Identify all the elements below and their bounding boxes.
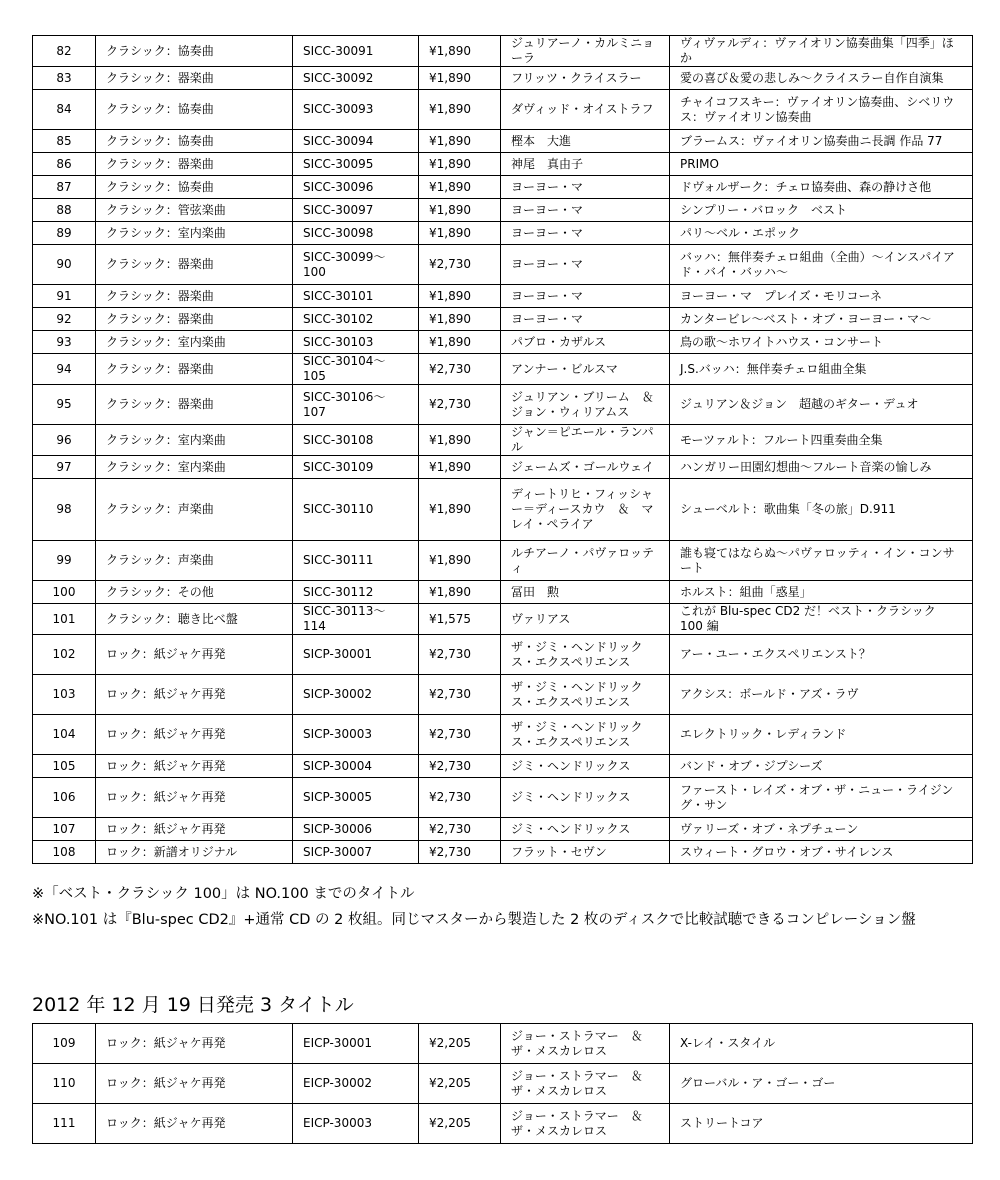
artist-cell: ヨーヨー・マ: [501, 199, 670, 222]
artist-cell: パブロ・カザルス: [501, 331, 670, 354]
price-cell: ¥2,730: [419, 841, 501, 864]
title-cell: エレクトリック・レディランド: [670, 715, 973, 755]
row-number: 89: [33, 222, 96, 245]
row-number: 111: [33, 1104, 96, 1144]
table-row: [33, 199, 973, 222]
price-cell: ¥1,890: [419, 308, 501, 331]
artist-cell: ディートリヒ・フィッシャー＝ディースカウ ＆ マレイ・ペライア: [501, 479, 670, 541]
table-row: [33, 90, 973, 130]
catalog-code: SICP-30001: [293, 635, 419, 675]
row-number: 84: [33, 90, 96, 130]
artist-cell: アンナー・ビルスマ: [501, 354, 670, 385]
table-row: [33, 778, 973, 818]
price-cell: ¥2,730: [419, 245, 501, 285]
table-row: [33, 818, 973, 841]
genre-cell: ロック：紙ジャケ再発: [96, 675, 293, 715]
title-cell: モーツァルト：フルート四重奏曲全集: [670, 425, 973, 456]
title-cell: バッハ：無伴奏チェロ組曲（全曲）～インスパイアド・バイ・バッハ～: [670, 245, 973, 285]
table-row: [33, 715, 973, 755]
title-cell: グローバル・ア・ゴー・ゴー: [670, 1064, 973, 1104]
title-cell: ヴィヴァルディ：ヴァイオリン協奏曲集「四季」ほか: [670, 36, 973, 67]
price-cell: ¥2,730: [419, 778, 501, 818]
price-cell: ¥2,730: [419, 354, 501, 385]
genre-cell: ロック：紙ジャケ再発: [96, 755, 293, 778]
artist-cell: フリッツ・クライスラー: [501, 67, 670, 90]
price-cell: ¥2,730: [419, 635, 501, 675]
artist-cell: ジョー・ストラマー ＆ ザ・メスカレロス: [501, 1024, 670, 1064]
catalog-code: SICC-30101: [293, 285, 419, 308]
artist-cell: ヨーヨー・マ: [501, 222, 670, 245]
price-cell: ¥1,890: [419, 153, 501, 176]
catalog-code: SICP-30007: [293, 841, 419, 864]
artist-cell: ヨーヨー・マ: [501, 285, 670, 308]
row-number: 102: [33, 635, 96, 675]
row-number: 108: [33, 841, 96, 864]
table-row: [33, 130, 973, 153]
row-number: 109: [33, 1024, 96, 1064]
title-cell: ファースト・レイズ・オブ・ザ・ニュー・ライジング・サン: [670, 778, 973, 818]
catalog-code: SICC-30109: [293, 456, 419, 479]
genre-cell: クラシック：協奏曲: [96, 176, 293, 199]
genre-cell: クラシック：室内楽曲: [96, 331, 293, 354]
table-row: [33, 1064, 973, 1104]
table-row: [33, 425, 973, 456]
title-cell: X-レイ・スタイル: [670, 1024, 973, 1064]
genre-cell: ロック：新譜オリジナル: [96, 841, 293, 864]
catalog-code: SICP-30005: [293, 778, 419, 818]
price-cell: ¥1,890: [419, 581, 501, 604]
genre-cell: ロック：紙ジャケ再発: [96, 818, 293, 841]
price-cell: ¥2,205: [419, 1064, 501, 1104]
price-cell: ¥1,890: [419, 90, 501, 130]
price-cell: ¥1,890: [419, 222, 501, 245]
catalog-code: EICP-30002: [293, 1064, 419, 1104]
price-cell: ¥2,730: [419, 755, 501, 778]
artist-cell: ヨーヨー・マ: [501, 308, 670, 331]
artist-cell: ルチアーノ・パヴァロッティ: [501, 541, 670, 581]
artist-cell: ヨーヨー・マ: [501, 176, 670, 199]
section-heading: 2012 年 12 月 19 日発売 3 タイトル: [32, 994, 354, 1016]
table-row: [33, 36, 973, 67]
catalog-code: SICC-30098: [293, 222, 419, 245]
price-cell: ¥1,890: [419, 456, 501, 479]
catalog-code: SICC-30106～107: [293, 385, 419, 425]
artist-cell: ジミ・ヘンドリックス: [501, 755, 670, 778]
artist-cell: フラット・セヴン: [501, 841, 670, 864]
title-cell: ヨーヨー・マ プレイズ・モリコーネ: [670, 285, 973, 308]
genre-cell: ロック：紙ジャケ再発: [96, 1104, 293, 1144]
release-table: [32, 35, 973, 864]
genre-cell: クラシック：室内楽曲: [96, 425, 293, 456]
price-cell: ¥2,730: [419, 715, 501, 755]
price-cell: ¥1,890: [419, 67, 501, 90]
row-number: 92: [33, 308, 96, 331]
artist-cell: ジミ・ヘンドリックス: [501, 818, 670, 841]
price-cell: ¥1,890: [419, 176, 501, 199]
title-cell: 愛の喜び＆愛の悲しみ～クライスラー自作自演集: [670, 67, 973, 90]
artist-cell: ジェームズ・ゴールウェイ: [501, 456, 670, 479]
title-cell: ストリートコア: [670, 1104, 973, 1144]
table-row: [33, 176, 973, 199]
title-cell: スウィート・グロウ・オブ・サイレンス: [670, 841, 973, 864]
row-number: 103: [33, 675, 96, 715]
row-number: 90: [33, 245, 96, 285]
title-cell: カンタービレ～ベスト・オブ・ヨーヨー・マ～: [670, 308, 973, 331]
table-row: [33, 222, 973, 245]
table-row: [33, 541, 973, 581]
title-cell: ヴァリーズ・オブ・ネプチューン: [670, 818, 973, 841]
title-cell: ドヴォルザーク：チェロ協奏曲、森の静けさ他: [670, 176, 973, 199]
genre-cell: クラシック：器楽曲: [96, 285, 293, 308]
row-number: 87: [33, 176, 96, 199]
catalog-code: SICC-30097: [293, 199, 419, 222]
artist-cell: ザ・ジミ・ヘンドリックス・エクスペリエンス: [501, 715, 670, 755]
price-cell: ¥2,730: [419, 675, 501, 715]
title-cell: チャイコフスキー：ヴァイオリン協奏曲、シベリウス：ヴァイオリン協奏曲: [670, 90, 973, 130]
row-number: 99: [33, 541, 96, 581]
row-number: 98: [33, 479, 96, 541]
genre-cell: クラシック：器楽曲: [96, 308, 293, 331]
title-cell: アー・ユー・エクスペリエンスト？: [670, 635, 973, 675]
row-number: 110: [33, 1064, 96, 1104]
artist-cell: ジョー・ストラマー ＆ ザ・メスカレロス: [501, 1064, 670, 1104]
genre-cell: クラシック：管弦楽曲: [96, 199, 293, 222]
catalog-code: EICP-30001: [293, 1024, 419, 1064]
catalog-code: SICC-30103: [293, 331, 419, 354]
genre-cell: クラシック：器楽曲: [96, 245, 293, 285]
row-number: 88: [33, 199, 96, 222]
genre-cell: クラシック：声楽曲: [96, 479, 293, 541]
table-row: [33, 635, 973, 675]
catalog-code: SICC-30099～100: [293, 245, 419, 285]
footnote-blu-spec: ※NO.101 は『Blu-spec CD2』+通常 CD の 2 枚組。同じマスターから製造した 2 枚のディスクで比較試聴できるコンピレーション盤: [32, 912, 916, 928]
catalog-code: SICC-30096: [293, 176, 419, 199]
price-cell: ¥1,890: [419, 331, 501, 354]
title-cell: ジュリアン＆ジョン 超越のギター・デュオ: [670, 385, 973, 425]
genre-cell: クラシック：聴き比べ盤: [96, 604, 293, 635]
title-cell: シンプリー・バロック ベスト: [670, 199, 973, 222]
artist-cell: ザ・ジミ・ヘンドリックス・エクスペリエンス: [501, 675, 670, 715]
row-number: 101: [33, 604, 96, 635]
price-cell: ¥1,890: [419, 425, 501, 456]
artist-cell: ジュリアン・ブリーム ＆ ジョン・ウィリアムス: [501, 385, 670, 425]
genre-cell: クラシック：器楽曲: [96, 385, 293, 425]
catalog-code: SICP-30004: [293, 755, 419, 778]
title-cell: アクシス：ボールド・アズ・ラヴ: [670, 675, 973, 715]
price-cell: ¥1,890: [419, 285, 501, 308]
catalog-code: SICP-30006: [293, 818, 419, 841]
catalog-code: SICC-30091: [293, 36, 419, 67]
table-row: [33, 67, 973, 90]
genre-cell: ロック：紙ジャケ再発: [96, 1064, 293, 1104]
artist-cell: ヴァリアス: [501, 604, 670, 635]
genre-cell: クラシック：室内楽曲: [96, 456, 293, 479]
row-number: 94: [33, 354, 96, 385]
catalog-code: SICC-30102: [293, 308, 419, 331]
genre-cell: クラシック：協奏曲: [96, 36, 293, 67]
catalog-code: SICC-30111: [293, 541, 419, 581]
catalog-code: SICC-30108: [293, 425, 419, 456]
title-cell: ホルスト：組曲「惑星」: [670, 581, 973, 604]
artist-cell: ジョー・ストラマー ＆ ザ・メスカレロス: [501, 1104, 670, 1144]
row-number: 85: [33, 130, 96, 153]
title-cell: J.S.バッハ：無伴奏チェロ組曲全集: [670, 354, 973, 385]
row-number: 82: [33, 36, 96, 67]
price-cell: ¥2,205: [419, 1024, 501, 1064]
artist-cell: ジュリアーノ・カルミニョーラ: [501, 36, 670, 67]
genre-cell: ロック：紙ジャケ再発: [96, 715, 293, 755]
catalog-code: SICP-30002: [293, 675, 419, 715]
catalog-code: SICC-30092: [293, 67, 419, 90]
table-row: [33, 604, 973, 635]
catalog-code: EICP-30003: [293, 1104, 419, 1144]
catalog-code: SICC-30110: [293, 479, 419, 541]
artist-cell: ジャン＝ピエール・ランパル: [501, 425, 670, 456]
genre-cell: クラシック：協奏曲: [96, 90, 293, 130]
table-row: [33, 285, 973, 308]
genre-cell: クラシック：器楽曲: [96, 354, 293, 385]
row-number: 83: [33, 67, 96, 90]
title-cell: 鳥の歌～ホワイトハウス・コンサート: [670, 331, 973, 354]
genre-cell: ロック：紙ジャケ再発: [96, 778, 293, 818]
row-number: 107: [33, 818, 96, 841]
table-row: [33, 755, 973, 778]
row-number: 106: [33, 778, 96, 818]
artist-cell: 冨田 勲: [501, 581, 670, 604]
genre-cell: ロック：紙ジャケ再発: [96, 1024, 293, 1064]
price-cell: ¥1,575: [419, 604, 501, 635]
price-cell: ¥2,730: [419, 385, 501, 425]
genre-cell: クラシック：器楽曲: [96, 67, 293, 90]
price-cell: ¥2,205: [419, 1104, 501, 1144]
genre-cell: クラシック：協奏曲: [96, 130, 293, 153]
table-row: [33, 354, 973, 385]
row-number: 105: [33, 755, 96, 778]
table-row: [33, 1104, 973, 1144]
catalog-code: SICC-30104～105: [293, 354, 419, 385]
row-number: 96: [33, 425, 96, 456]
title-cell: ブラームス：ヴァイオリン協奏曲ニ長調 作品 77: [670, 130, 973, 153]
title-cell: シューベルト：歌曲集「冬の旅」D.911: [670, 479, 973, 541]
artist-cell: ヨーヨー・マ: [501, 245, 670, 285]
genre-cell: クラシック：その他: [96, 581, 293, 604]
title-cell: 誰も寝てはならぬ～パヴァロッティ・イン・コンサート: [670, 541, 973, 581]
table-row: [33, 1024, 973, 1064]
artist-cell: ザ・ジミ・ヘンドリックス・エクスペリエンス: [501, 635, 670, 675]
table-row: [33, 675, 973, 715]
title-cell: ハンガリー田園幻想曲～フルート音楽の愉しみ: [670, 456, 973, 479]
table-row: [33, 245, 973, 285]
row-number: 86: [33, 153, 96, 176]
catalog-code: SICC-30095: [293, 153, 419, 176]
table-row: [33, 385, 973, 425]
title-cell: PRIMO: [670, 153, 973, 176]
price-cell: ¥2,730: [419, 818, 501, 841]
genre-cell: クラシック：室内楽曲: [96, 222, 293, 245]
catalog-code: SICC-30112: [293, 581, 419, 604]
table-row: [33, 308, 973, 331]
title-cell: これが Blu-spec CD2 だ！ベスト・クラシック 100 編: [670, 604, 973, 635]
price-cell: ¥1,890: [419, 541, 501, 581]
release-table-2012-12-19: [32, 1023, 973, 1144]
price-cell: ¥1,890: [419, 36, 501, 67]
table-row: [33, 581, 973, 604]
genre-cell: クラシック：器楽曲: [96, 153, 293, 176]
artist-cell: ダヴィッド・オイストラフ: [501, 90, 670, 130]
catalog-code: SICP-30003: [293, 715, 419, 755]
artist-cell: 神尾 真由子: [501, 153, 670, 176]
row-number: 95: [33, 385, 96, 425]
row-number: 91: [33, 285, 96, 308]
row-number: 100: [33, 581, 96, 604]
row-number: 104: [33, 715, 96, 755]
table-row: [33, 841, 973, 864]
table-row: [33, 479, 973, 541]
footnote-best-classic: ※「ベスト・クラシック 100」は NO.100 までのタイトル: [32, 886, 415, 902]
price-cell: ¥1,890: [419, 199, 501, 222]
genre-cell: クラシック：声楽曲: [96, 541, 293, 581]
table-row: [33, 456, 973, 479]
row-number: 97: [33, 456, 96, 479]
title-cell: バンド・オブ・ジプシーズ: [670, 755, 973, 778]
catalog-code: SICC-30113～114: [293, 604, 419, 635]
table-row: [33, 331, 973, 354]
price-cell: ¥1,890: [419, 130, 501, 153]
catalog-code: SICC-30094: [293, 130, 419, 153]
title-cell: パリ～ベル・エポック: [670, 222, 973, 245]
artist-cell: ジミ・ヘンドリックス: [501, 778, 670, 818]
catalog-code: SICC-30093: [293, 90, 419, 130]
row-number: 93: [33, 331, 96, 354]
table-row: [33, 153, 973, 176]
genre-cell: ロック：紙ジャケ再発: [96, 635, 293, 675]
artist-cell: 樫本 大進: [501, 130, 670, 153]
price-cell: ¥1,890: [419, 479, 501, 541]
